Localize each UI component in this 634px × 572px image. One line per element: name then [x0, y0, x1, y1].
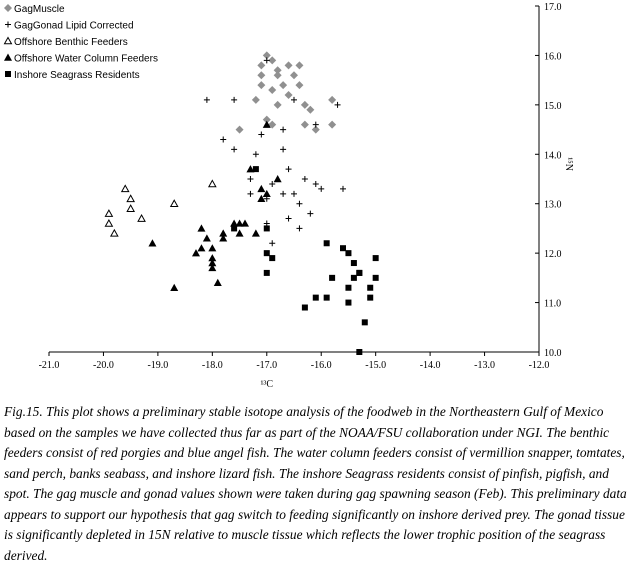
x-tick-label: -15.0	[365, 360, 387, 371]
x-tick-label: -18.0	[201, 360, 223, 371]
data-point	[247, 191, 253, 197]
figure-caption: Fig.15. This plot shows a preliminary stable isotope analysis of the foodweb in the Northeastern Gulf of Mexico based on the samples we have collected thus far as part of the NOAA/FSU collaboration under NGI. The benthic feeders consist of red porgies and blue angel fish. The water column feeders consist of vermillion snapper, tomtates, sand perch, banks seabass, and inshore lizard fish. The inshore Seagrass residents consist of pinfish, pigfish, and spot. The gag muscle and gonad values shown were taken during gag spawning season (Feb). This preliminary data appears to support our hypothesis that gag switch to feeding significantly on inshore derived prey. The gonad tissue is significantly depleted in 15N relative to muscle tissue which reflects the lower trophic position of the seagrass derived.	[4, 404, 627, 563]
data-point	[328, 96, 336, 104]
data-point	[367, 295, 373, 301]
data-point	[351, 260, 357, 266]
data-point	[291, 191, 297, 197]
data-point	[269, 255, 275, 261]
data-point	[345, 285, 351, 291]
data-point	[313, 122, 319, 128]
data-point	[329, 275, 335, 281]
data-point	[241, 219, 249, 226]
data-point	[148, 239, 156, 246]
data-point	[171, 200, 178, 206]
data-point	[351, 275, 357, 281]
data-point	[203, 234, 211, 241]
x-tick-label: -21.0	[38, 360, 60, 371]
data-point	[220, 136, 226, 142]
data-point	[274, 101, 282, 109]
data-point	[197, 224, 205, 231]
data-point	[127, 205, 134, 211]
data-point	[290, 71, 298, 79]
data-point	[170, 284, 178, 291]
x-tick-label: -13.0	[474, 360, 495, 371]
data-point	[373, 275, 379, 281]
x-tick-label: -14.0	[419, 360, 441, 371]
data-point	[122, 185, 129, 191]
y-tick-label: 11.0	[544, 298, 562, 310]
data-point	[296, 225, 302, 231]
data-point	[313, 181, 319, 187]
data-point	[105, 210, 112, 216]
data-point	[264, 270, 270, 276]
data-point	[105, 220, 112, 226]
data-point	[127, 195, 134, 201]
data-point	[138, 215, 145, 221]
data-point	[231, 97, 237, 103]
data-point	[318, 186, 324, 192]
data-point	[257, 71, 265, 79]
y-tick-label: 12.0	[544, 249, 562, 261]
data-point	[345, 300, 351, 306]
data-point	[214, 279, 222, 286]
legend-label: GagGonad Lipid Corrected	[14, 20, 134, 32]
y-tick-label: 16.0	[544, 51, 562, 63]
data-point	[286, 166, 292, 172]
data-point	[231, 225, 237, 231]
data-point	[335, 102, 341, 108]
data-point	[264, 57, 270, 63]
y-tick-label: 13.0	[544, 199, 562, 211]
data-point	[367, 285, 373, 291]
x-tick-label: -20.0	[93, 360, 114, 371]
data-point	[264, 225, 270, 231]
legend	[4, 4, 158, 81]
x-tick-label: -17.0	[256, 360, 278, 371]
data-point	[257, 185, 265, 192]
data-point	[258, 132, 264, 138]
data-point	[280, 191, 286, 197]
data-point	[197, 244, 205, 251]
data-point	[236, 126, 244, 134]
x-tick-label: -16.0	[310, 360, 332, 371]
y-tick-label: 17.0	[544, 2, 562, 13]
points-layer	[105, 51, 378, 355]
data-point	[295, 81, 303, 89]
series-0	[236, 51, 337, 133]
x-tick-label: -19.0	[147, 360, 169, 371]
data-point	[306, 106, 314, 114]
data-point	[268, 86, 276, 94]
data-point	[204, 97, 210, 103]
data-point	[280, 127, 286, 133]
data-point	[286, 216, 292, 222]
data-point	[285, 61, 293, 69]
data-point	[269, 240, 275, 246]
data-point	[253, 166, 259, 172]
legend-marker	[5, 71, 11, 77]
data-point	[274, 71, 282, 79]
data-point	[302, 176, 308, 182]
y-axis-label: ¹⁵N	[563, 157, 574, 172]
data-point	[257, 81, 265, 89]
legend-label: Offshore Water Column Feeders	[14, 53, 158, 65]
data-point	[356, 270, 362, 276]
data-point	[302, 305, 308, 311]
data-point	[285, 91, 293, 99]
data-point	[257, 61, 265, 69]
series-1	[204, 57, 346, 246]
data-point	[208, 254, 216, 261]
legend-marker	[5, 38, 12, 44]
y-tick-label: 15.0	[544, 100, 562, 112]
data-point	[209, 180, 216, 186]
data-point	[295, 61, 303, 69]
data-point	[231, 146, 237, 152]
data-point	[373, 255, 379, 261]
data-point	[253, 151, 259, 157]
data-point	[111, 230, 118, 236]
data-point	[301, 121, 309, 129]
legend-label: GagMuscle	[14, 4, 65, 15]
data-point	[324, 295, 330, 301]
y-tick-label: 10.0	[544, 348, 562, 359]
legend-label: Offshore Benthic Feeders	[14, 37, 128, 48]
data-point	[324, 240, 330, 246]
data-point	[301, 101, 309, 109]
data-point	[307, 211, 313, 217]
series-2	[105, 180, 215, 236]
data-point	[345, 250, 351, 256]
data-point	[247, 176, 253, 182]
data-point	[296, 201, 302, 207]
data-point	[356, 349, 362, 355]
data-point	[264, 250, 270, 256]
data-point	[208, 244, 216, 251]
data-point	[252, 96, 260, 104]
series-4	[231, 166, 379, 355]
legend-marker	[5, 22, 11, 28]
data-point	[291, 97, 297, 103]
data-point	[340, 186, 346, 192]
data-point	[280, 146, 286, 152]
legend-marker	[4, 54, 12, 61]
data-point	[328, 121, 336, 129]
legend-marker	[4, 4, 12, 12]
x-tick-label: -12.0	[528, 360, 550, 371]
series-3	[148, 121, 281, 291]
y-tick-label: 14.0	[544, 150, 562, 162]
data-point	[362, 319, 368, 325]
data-point	[313, 295, 319, 301]
data-point	[340, 245, 346, 251]
legend-label: Inshore Seagrass Residents	[14, 70, 140, 81]
data-point	[274, 175, 282, 182]
data-point	[252, 229, 260, 236]
x-axis-label: ¹³C	[260, 379, 274, 390]
data-point	[279, 81, 287, 89]
